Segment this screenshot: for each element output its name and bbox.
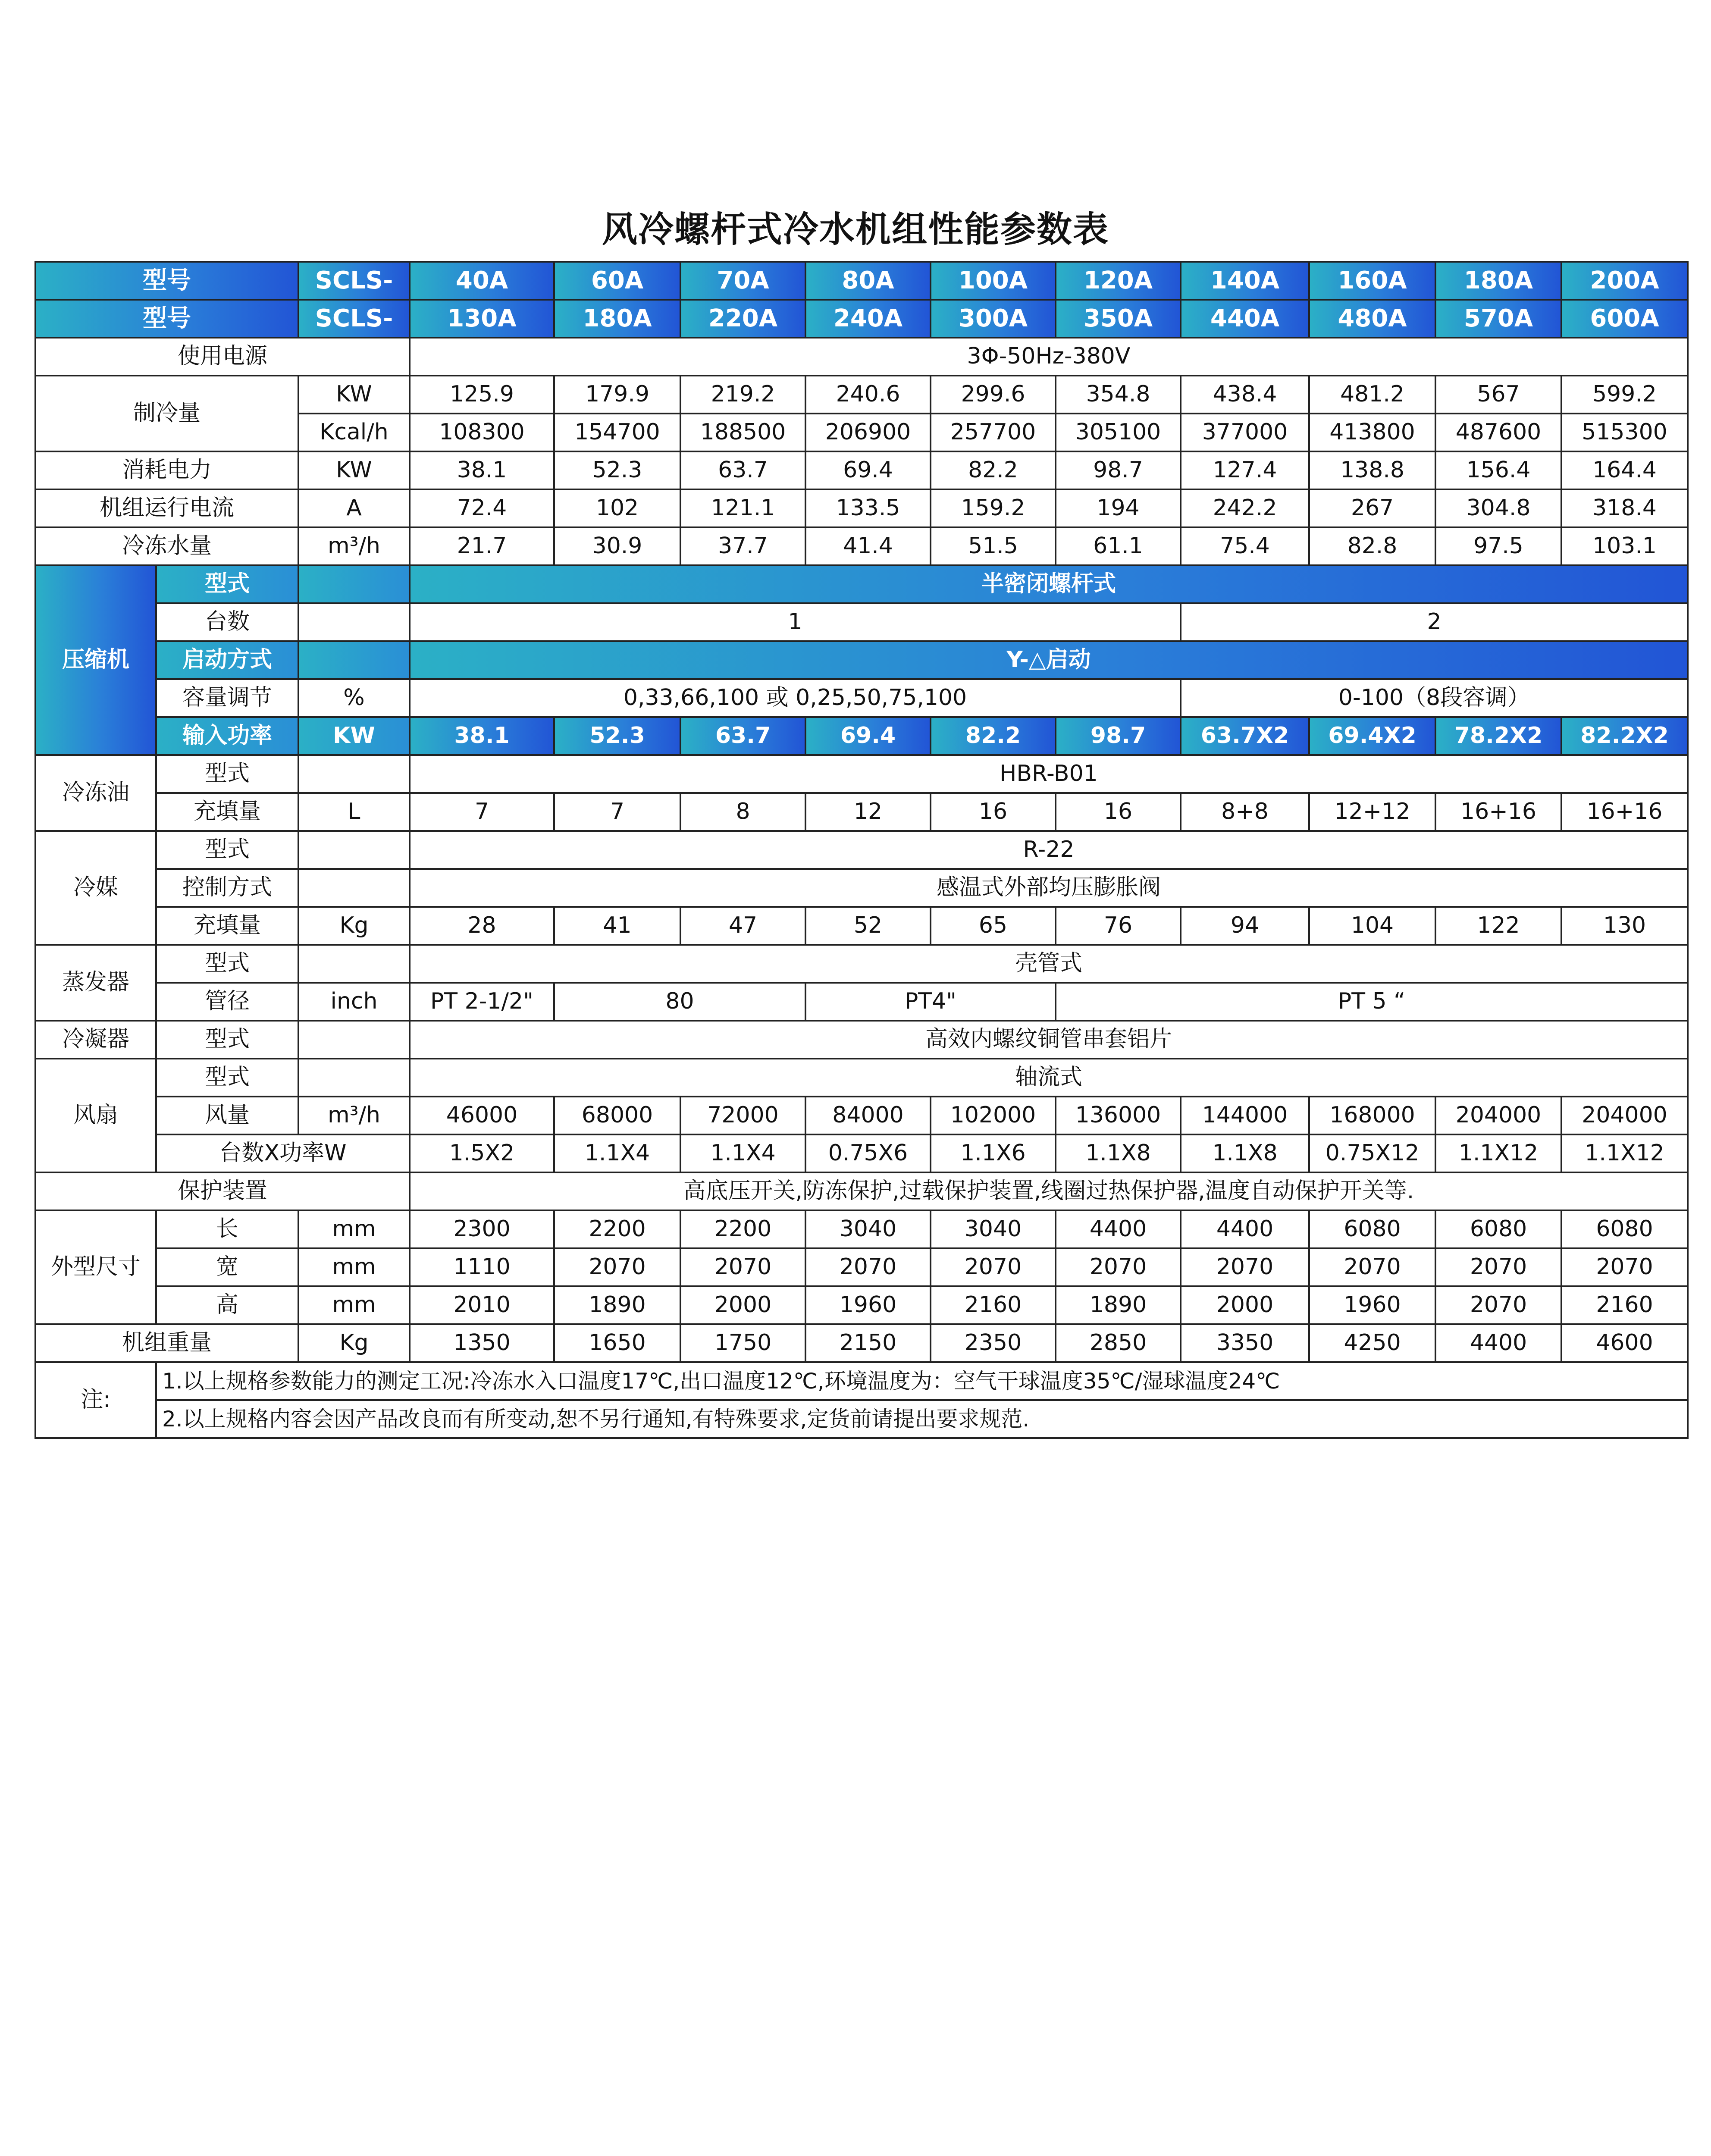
sub-label: 风量 bbox=[156, 1097, 298, 1134]
row-label: 机组运行电流 bbox=[35, 489, 298, 527]
fan-label: 风扇 bbox=[35, 1059, 156, 1172]
unit-cell bbox=[298, 831, 410, 869]
value-cell: 8 bbox=[680, 793, 805, 831]
value-cell: 377000 bbox=[1181, 414, 1309, 451]
value-cell: 1 bbox=[410, 603, 1181, 641]
value-cell: 164.4 bbox=[1561, 451, 1688, 489]
value-cell: 179.9 bbox=[554, 376, 680, 414]
model-label: 型号 bbox=[35, 300, 298, 338]
unit-cell: mm bbox=[298, 1210, 410, 1248]
value-cell: 2200 bbox=[680, 1210, 805, 1248]
evaporator-type-value: 壳管式 bbox=[410, 945, 1688, 983]
value-cell: 30.9 bbox=[554, 527, 680, 565]
value-cell: 37.7 bbox=[680, 527, 805, 565]
value-cell: 3350 bbox=[1181, 1324, 1309, 1362]
value-cell: 1.1X4 bbox=[680, 1134, 805, 1172]
value-cell: 1650 bbox=[554, 1324, 680, 1362]
value-cell: 69.4 bbox=[805, 451, 931, 489]
model-cell: 240A bbox=[805, 300, 931, 338]
model-cell: 200A bbox=[1561, 262, 1688, 300]
value-cell: 61.1 bbox=[1056, 527, 1181, 565]
model-cell: 180A bbox=[1435, 262, 1561, 300]
value-cell: 138.8 bbox=[1309, 451, 1435, 489]
value-cell: 2070 bbox=[805, 1248, 931, 1286]
value-cell: 240.6 bbox=[805, 376, 931, 414]
value-cell: 80 bbox=[554, 983, 805, 1021]
value-cell: 82.8 bbox=[1309, 527, 1435, 565]
value-cell: 304.8 bbox=[1435, 489, 1561, 527]
refrigerant-type-row bbox=[35, 831, 1688, 869]
sub-label: 高 bbox=[156, 1286, 298, 1324]
unit-cell bbox=[298, 1021, 410, 1059]
value-cell: 438.4 bbox=[1181, 376, 1309, 414]
unit-cell bbox=[298, 869, 410, 907]
value-cell: 63.7 bbox=[680, 717, 805, 755]
model-cell: 140A bbox=[1181, 262, 1309, 300]
protection-row bbox=[35, 1172, 1688, 1210]
value-cell: 1.5X2 bbox=[410, 1134, 554, 1172]
unit-cell: Kg bbox=[298, 907, 410, 945]
value-cell: 2070 bbox=[1435, 1286, 1561, 1324]
row-label: 保护装置 bbox=[35, 1172, 410, 1210]
value-cell: 136000 bbox=[1056, 1097, 1181, 1134]
value-cell: 318.4 bbox=[1561, 489, 1688, 527]
sub-label: 型式 bbox=[156, 831, 298, 869]
value-cell: PT 2-1/2" bbox=[410, 983, 554, 1021]
value-cell: 69.4 bbox=[805, 717, 931, 755]
value-cell: 97.5 bbox=[1435, 527, 1561, 565]
model-cell: 80A bbox=[805, 262, 931, 300]
value-cell: 2150 bbox=[805, 1324, 931, 1362]
value-cell: 6080 bbox=[1435, 1210, 1561, 1248]
sub-label: 宽 bbox=[156, 1248, 298, 1286]
row-label: 使用电源 bbox=[35, 338, 410, 376]
value-cell: 125.9 bbox=[410, 376, 554, 414]
condenser-row bbox=[35, 1021, 1688, 1059]
value-cell: 2070 bbox=[554, 1248, 680, 1286]
oil-label: 冷冻油 bbox=[35, 755, 156, 831]
compressor-count-row bbox=[35, 603, 1688, 641]
unit-cell: m³/h bbox=[298, 527, 410, 565]
dimension-width-row bbox=[35, 1248, 1688, 1286]
value-cell: 1960 bbox=[805, 1286, 931, 1324]
value-cell: 127.4 bbox=[1181, 451, 1309, 489]
model-cell: 70A bbox=[680, 262, 805, 300]
start-method-value: Y-△启动 bbox=[410, 641, 1688, 679]
series-label: SCLS- bbox=[298, 262, 410, 300]
value-cell: 2300 bbox=[410, 1210, 554, 1248]
value-cell: 219.2 bbox=[680, 376, 805, 414]
model-label: 型号 bbox=[35, 262, 298, 300]
value-cell: 41 bbox=[554, 907, 680, 945]
value-cell: 104 bbox=[1309, 907, 1435, 945]
value-cell: 204000 bbox=[1435, 1097, 1561, 1134]
value-cell: 299.6 bbox=[931, 376, 1056, 414]
value-cell: 78.2X2 bbox=[1435, 717, 1561, 755]
value-cell: 121.1 bbox=[680, 489, 805, 527]
value-cell: 1.1X8 bbox=[1056, 1134, 1181, 1172]
unit-cell: inch bbox=[298, 983, 410, 1021]
model-cell: 130A bbox=[410, 300, 554, 338]
row-label: 制冷量 bbox=[35, 376, 298, 451]
value-cell: 2070 bbox=[1309, 1248, 1435, 1286]
value-cell: 242.2 bbox=[1181, 489, 1309, 527]
value-cell: 1.1X12 bbox=[1435, 1134, 1561, 1172]
model-cell: 160A bbox=[1309, 262, 1435, 300]
unit-cell: m³/h bbox=[298, 1097, 410, 1134]
value-cell: 599.2 bbox=[1561, 376, 1688, 414]
value-cell: 7 bbox=[554, 793, 680, 831]
evaporator-pipe-row bbox=[35, 983, 1688, 1021]
unit-cell bbox=[298, 755, 410, 793]
unit-cell bbox=[298, 565, 410, 603]
value-cell: 1.1X4 bbox=[554, 1134, 680, 1172]
chilled-water-row bbox=[35, 527, 1688, 565]
value-cell: 2000 bbox=[1181, 1286, 1309, 1324]
model-cell: 350A bbox=[1056, 300, 1181, 338]
unit-cell: KW bbox=[298, 451, 410, 489]
condenser-label: 冷凝器 bbox=[35, 1021, 156, 1059]
value-cell: 159.2 bbox=[931, 489, 1056, 527]
value-cell: 7 bbox=[410, 793, 554, 831]
note-text: 2.以上规格内容会因产品改良而有所变动,恕不另行通知,有特殊要求,定货前请提出要求规范. bbox=[156, 1400, 1688, 1438]
running-current-row bbox=[35, 489, 1688, 527]
sub-label: 控制方式 bbox=[156, 869, 298, 907]
value-cell: 2070 bbox=[1561, 1248, 1688, 1286]
model-cell: 600A bbox=[1561, 300, 1688, 338]
sub-label: 台数X功率W bbox=[156, 1134, 410, 1172]
sub-label: 充填量 bbox=[156, 907, 298, 945]
refrigerant-control-row bbox=[35, 869, 1688, 907]
unit-cell: KW bbox=[298, 717, 410, 755]
power-input-row bbox=[35, 451, 1688, 489]
value-cell: 41.4 bbox=[805, 527, 931, 565]
sub-label: 容量调节 bbox=[156, 679, 298, 717]
compressor-start-row bbox=[35, 641, 1688, 679]
value-cell: 154700 bbox=[554, 414, 680, 451]
unit-cell: % bbox=[298, 679, 410, 717]
value-cell: 12 bbox=[805, 793, 931, 831]
value-cell: 413800 bbox=[1309, 414, 1435, 451]
unit-cell: mm bbox=[298, 1248, 410, 1286]
unit-cell: A bbox=[298, 489, 410, 527]
sub-label: 启动方式 bbox=[156, 641, 298, 679]
value-cell: 4400 bbox=[1435, 1324, 1561, 1362]
value-cell: 47 bbox=[680, 907, 805, 945]
power-supply-value: 3Φ-50Hz-380V bbox=[410, 338, 1688, 376]
value-cell: 3040 bbox=[805, 1210, 931, 1248]
value-cell: 567 bbox=[1435, 376, 1561, 414]
value-cell: 1890 bbox=[1056, 1286, 1181, 1324]
value-cell: 68000 bbox=[554, 1097, 680, 1134]
fan-type-value: 轴流式 bbox=[410, 1059, 1688, 1097]
model-cell: 120A bbox=[1056, 262, 1181, 300]
model-cell: 220A bbox=[680, 300, 805, 338]
value-cell: 0.75X6 bbox=[805, 1134, 931, 1172]
value-cell: 1750 bbox=[680, 1324, 805, 1362]
compressor-label: 压缩机 bbox=[35, 565, 156, 755]
value-cell: PT4" bbox=[805, 983, 1056, 1021]
sub-label: 长 bbox=[156, 1210, 298, 1248]
value-cell: 51.5 bbox=[931, 527, 1056, 565]
value-cell: 2350 bbox=[931, 1324, 1056, 1362]
value-cell: 2 bbox=[1181, 603, 1688, 641]
model-cell: 60A bbox=[554, 262, 680, 300]
value-cell: 2070 bbox=[931, 1248, 1056, 1286]
value-cell: 72.4 bbox=[410, 489, 554, 527]
fan-airflow-row bbox=[35, 1097, 1688, 1134]
series-label: SCLS- bbox=[298, 300, 410, 338]
oil-type-row bbox=[35, 755, 1688, 793]
value-cell: 194 bbox=[1056, 489, 1181, 527]
note-row-2 bbox=[35, 1400, 1688, 1438]
value-cell: 82.2 bbox=[931, 451, 1056, 489]
cooling-kw-row bbox=[35, 376, 1688, 414]
sub-label: 型式 bbox=[156, 755, 298, 793]
value-cell: 76 bbox=[1056, 907, 1181, 945]
value-cell: 108300 bbox=[410, 414, 554, 451]
value-cell: 0-100（8段容调） bbox=[1181, 679, 1688, 717]
value-cell: 52.3 bbox=[554, 451, 680, 489]
model-cell: 40A bbox=[410, 262, 554, 300]
value-cell: 0,33,66,100 或 0,25,50,75,100 bbox=[410, 679, 1181, 717]
spec-table bbox=[34, 261, 1689, 1439]
unit-cell bbox=[298, 1059, 410, 1097]
refrigerant-charge-row bbox=[35, 907, 1688, 945]
protection-value: 高底压开关,防冻保护,过载保护装置,线圈过热保护器,温度自动保护开关等. bbox=[410, 1172, 1688, 1210]
model-cell: 480A bbox=[1309, 300, 1435, 338]
value-cell: 84000 bbox=[805, 1097, 931, 1134]
capacity-control-row bbox=[35, 679, 1688, 717]
note-row-1 bbox=[35, 1362, 1688, 1400]
value-cell: 72000 bbox=[680, 1097, 805, 1134]
unit-cell: Kcal/h bbox=[298, 414, 410, 451]
value-cell: 63.7 bbox=[680, 451, 805, 489]
value-cell: 52.3 bbox=[554, 717, 680, 755]
value-cell: 481.2 bbox=[1309, 376, 1435, 414]
value-cell: 144000 bbox=[1181, 1097, 1309, 1134]
compressor-type-value: 半密闭螺杆式 bbox=[410, 565, 1688, 603]
value-cell: 6080 bbox=[1561, 1210, 1688, 1248]
value-cell: 4400 bbox=[1056, 1210, 1181, 1248]
condenser-value: 高效内螺纹铜管串套铝片 bbox=[410, 1021, 1688, 1059]
row-label: 冷冻水量 bbox=[35, 527, 298, 565]
value-cell: 2160 bbox=[1561, 1286, 1688, 1324]
sub-label: 型式 bbox=[156, 1059, 298, 1097]
row-label: 机组重量 bbox=[35, 1324, 298, 1362]
value-cell: 206900 bbox=[805, 414, 931, 451]
value-cell: 4400 bbox=[1181, 1210, 1309, 1248]
value-cell: 8+8 bbox=[1181, 793, 1309, 831]
dimension-height-row bbox=[35, 1286, 1688, 1324]
value-cell: 38.1 bbox=[410, 451, 554, 489]
model-cell: 440A bbox=[1181, 300, 1309, 338]
value-cell: 102 bbox=[554, 489, 680, 527]
sub-label: 充填量 bbox=[156, 793, 298, 831]
value-cell: 63.7X2 bbox=[1181, 717, 1309, 755]
fan-type-row bbox=[35, 1059, 1688, 1097]
dimension-length-row bbox=[35, 1210, 1688, 1248]
value-cell: 21.7 bbox=[410, 527, 554, 565]
unit-cell: KW bbox=[298, 376, 410, 414]
evaporator-type-row bbox=[35, 945, 1688, 983]
unit-cell bbox=[298, 641, 410, 679]
value-cell: 75.4 bbox=[1181, 527, 1309, 565]
value-cell: 38.1 bbox=[410, 717, 554, 755]
value-cell: 46000 bbox=[410, 1097, 554, 1134]
sub-label: 管径 bbox=[156, 983, 298, 1021]
value-cell: 102000 bbox=[931, 1097, 1056, 1134]
value-cell: 305100 bbox=[1056, 414, 1181, 451]
dimensions-label: 外型尺寸 bbox=[35, 1210, 156, 1324]
unit-cell: L bbox=[298, 793, 410, 831]
value-cell: 2000 bbox=[680, 1286, 805, 1324]
value-cell: 354.8 bbox=[1056, 376, 1181, 414]
value-cell: 82.2 bbox=[931, 717, 1056, 755]
value-cell: 1960 bbox=[1309, 1286, 1435, 1324]
value-cell: 82.2X2 bbox=[1561, 717, 1688, 755]
model-cell: 180A bbox=[554, 300, 680, 338]
value-cell: 1.1X12 bbox=[1561, 1134, 1688, 1172]
page-title: 风冷螺杆式冷水机组性能参数表 bbox=[602, 209, 1109, 250]
value-cell: 2070 bbox=[1435, 1248, 1561, 1286]
oil-type-value: HBR-B01 bbox=[410, 755, 1688, 793]
value-cell: 1110 bbox=[410, 1248, 554, 1286]
value-cell: 487600 bbox=[1435, 414, 1561, 451]
value-cell: 156.4 bbox=[1435, 451, 1561, 489]
value-cell: 2070 bbox=[1181, 1248, 1309, 1286]
value-cell: 515300 bbox=[1561, 414, 1688, 451]
value-cell: 0.75X12 bbox=[1309, 1134, 1435, 1172]
refrigerant-control-value: 感温式外部均压膨胀阀 bbox=[410, 869, 1688, 907]
value-cell: 2160 bbox=[931, 1286, 1056, 1324]
value-cell: 103.1 bbox=[1561, 527, 1688, 565]
value-cell: 204000 bbox=[1561, 1097, 1688, 1134]
evaporator-label: 蒸发器 bbox=[35, 945, 156, 1021]
unit-cell: Kg bbox=[298, 1324, 410, 1362]
refrigerant-type-value: R-22 bbox=[410, 831, 1688, 869]
power-supply-row bbox=[35, 338, 1688, 376]
sub-label: 型式 bbox=[156, 565, 298, 603]
note-text: 1.以上规格参数能力的测定工况:冷冻水入口温度17℃,出口温度12℃,环境温度为：空气干球温度35℃/湿球温度24℃ bbox=[156, 1362, 1688, 1400]
value-cell: 168000 bbox=[1309, 1097, 1435, 1134]
value-cell: 4600 bbox=[1561, 1324, 1688, 1362]
value-cell: 12+12 bbox=[1309, 793, 1435, 831]
weight-row bbox=[35, 1324, 1688, 1362]
unit-cell: mm bbox=[298, 1286, 410, 1324]
value-cell: 133.5 bbox=[805, 489, 931, 527]
sub-label: 型式 bbox=[156, 945, 298, 983]
refrigerant-label: 冷媒 bbox=[35, 831, 156, 945]
model-cell: 570A bbox=[1435, 300, 1561, 338]
sub-label: 台数 bbox=[156, 603, 298, 641]
model-cell: 300A bbox=[931, 300, 1056, 338]
oil-charge-row bbox=[35, 793, 1688, 831]
value-cell: 52 bbox=[805, 907, 931, 945]
value-cell: 98.7 bbox=[1056, 717, 1181, 755]
value-cell: 130 bbox=[1561, 907, 1688, 945]
unit-cell bbox=[298, 603, 410, 641]
value-cell: 28 bbox=[410, 907, 554, 945]
value-cell: 1350 bbox=[410, 1324, 554, 1362]
value-cell: 267 bbox=[1309, 489, 1435, 527]
sub-label: 输入功率 bbox=[156, 717, 298, 755]
value-cell: 98.7 bbox=[1056, 451, 1181, 489]
value-cell: 2070 bbox=[680, 1248, 805, 1286]
model-row-1 bbox=[35, 262, 1688, 300]
value-cell: 94 bbox=[1181, 907, 1309, 945]
unit-cell bbox=[298, 945, 410, 983]
model-cell: 100A bbox=[931, 262, 1056, 300]
value-cell: 2200 bbox=[554, 1210, 680, 1248]
compressor-type-row bbox=[35, 565, 1688, 603]
value-cell: 188500 bbox=[680, 414, 805, 451]
value-cell: 257700 bbox=[931, 414, 1056, 451]
value-cell: 6080 bbox=[1309, 1210, 1435, 1248]
model-row-2 bbox=[35, 300, 1688, 338]
value-cell: 69.4X2 bbox=[1309, 717, 1435, 755]
value-cell: 122 bbox=[1435, 907, 1561, 945]
sub-label: 型式 bbox=[156, 1021, 298, 1059]
value-cell: 16 bbox=[1056, 793, 1181, 831]
value-cell: 16+16 bbox=[1561, 793, 1688, 831]
value-cell: 1890 bbox=[554, 1286, 680, 1324]
value-cell: 2010 bbox=[410, 1286, 554, 1324]
value-cell: 4250 bbox=[1309, 1324, 1435, 1362]
value-cell: 1.1X8 bbox=[1181, 1134, 1309, 1172]
value-cell: 16+16 bbox=[1435, 793, 1561, 831]
input-power-row bbox=[35, 717, 1688, 755]
value-cell: 3040 bbox=[931, 1210, 1056, 1248]
row-label: 消耗电力 bbox=[35, 451, 298, 489]
value-cell: PT 5 “ bbox=[1056, 983, 1688, 1021]
value-cell: 1.1X6 bbox=[931, 1134, 1056, 1172]
value-cell: 2070 bbox=[1056, 1248, 1181, 1286]
notes-label: 注: bbox=[35, 1362, 156, 1438]
value-cell: 2850 bbox=[1056, 1324, 1181, 1362]
fan-power-row bbox=[35, 1134, 1688, 1172]
value-cell: 16 bbox=[931, 793, 1056, 831]
value-cell: 65 bbox=[931, 907, 1056, 945]
